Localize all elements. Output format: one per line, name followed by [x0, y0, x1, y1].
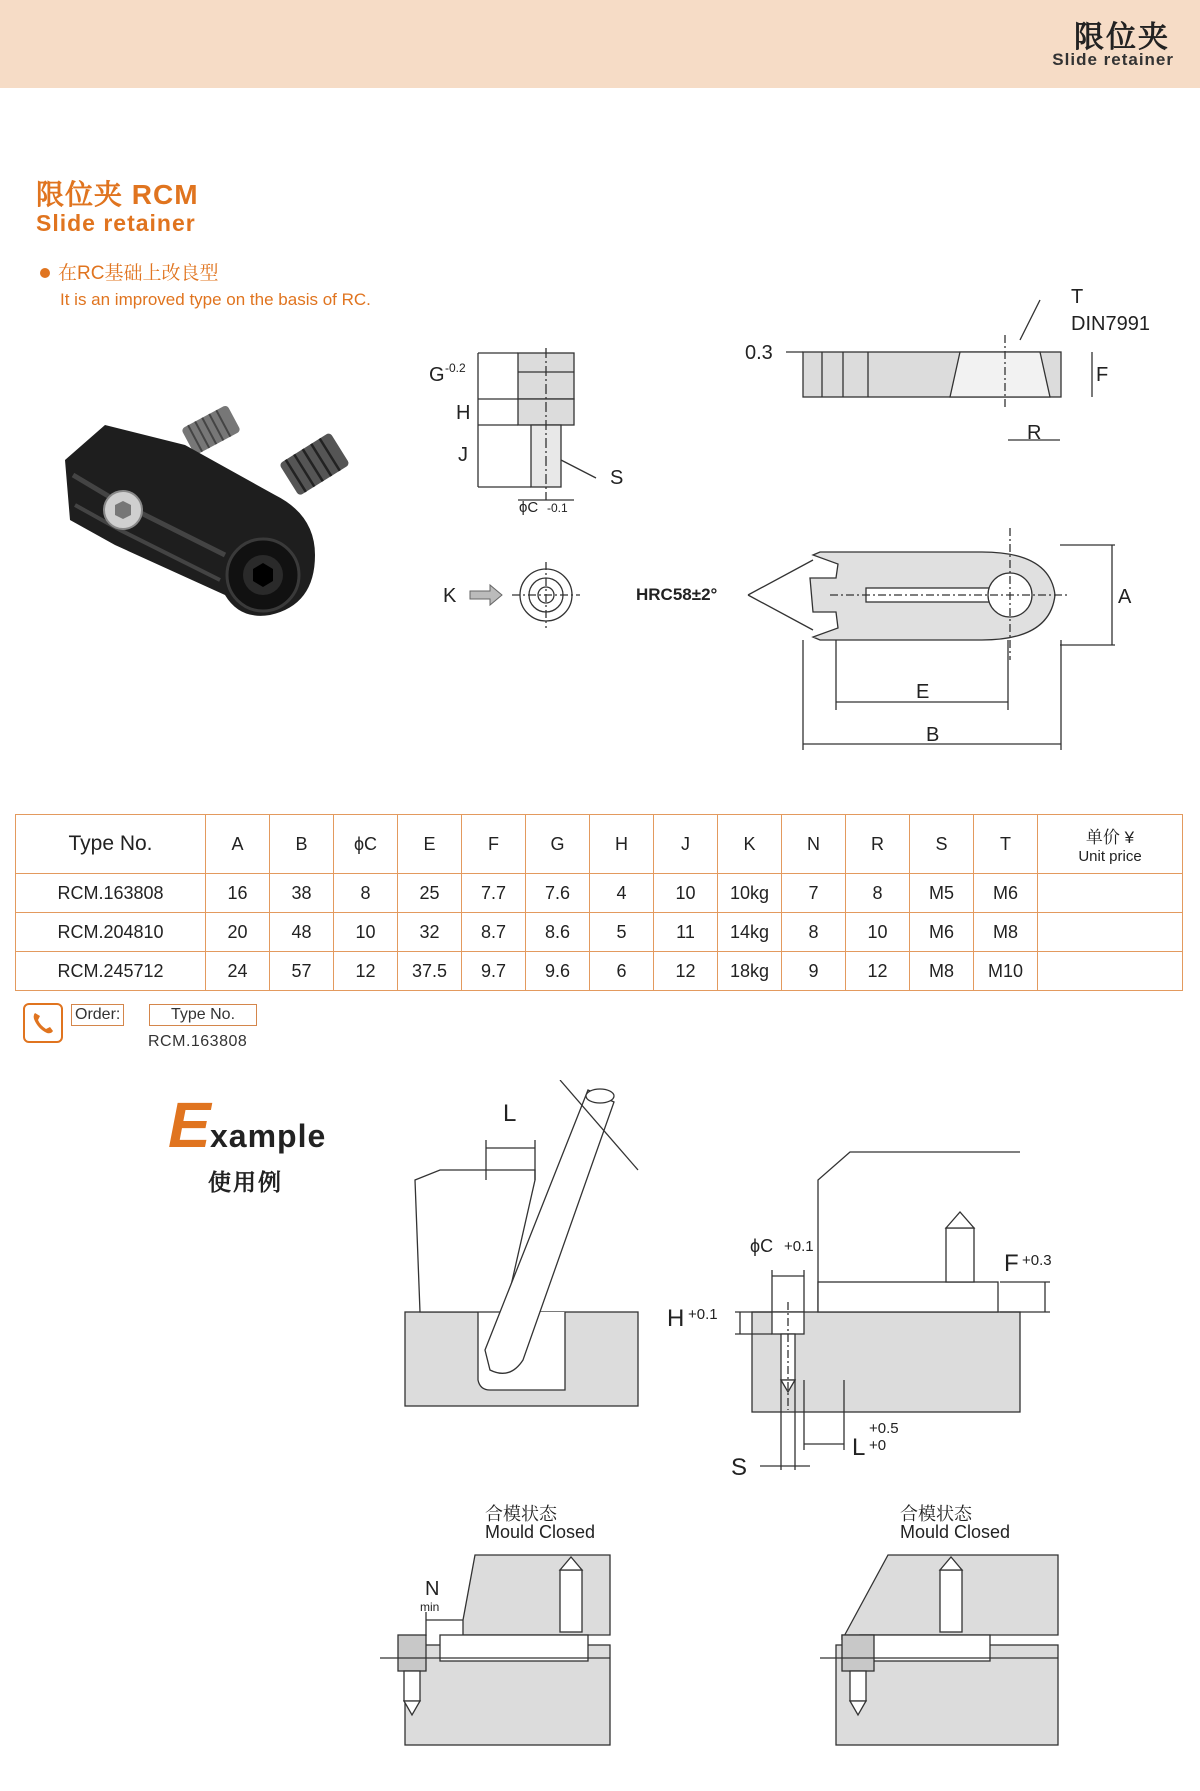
cell: 12	[334, 952, 398, 991]
cell-price	[1038, 913, 1183, 952]
cell-price	[1038, 874, 1183, 913]
example-title-initial: E	[168, 1089, 211, 1161]
cell: 8	[782, 913, 846, 952]
cell: 10	[654, 874, 718, 913]
cell: 48	[270, 913, 334, 952]
label-k: K	[443, 585, 457, 607]
label-hrc: HRC58±2°	[636, 585, 718, 604]
ex-label-h-tol: +0.1	[688, 1306, 718, 1323]
ex-label-n-min: min	[420, 1600, 440, 1614]
mould-closed-en-1: Mould Closed	[485, 1522, 596, 1542]
col-header-price	[1038, 815, 1183, 874]
table-row	[16, 913, 1183, 952]
label-t: T	[1071, 286, 1084, 308]
ex-label-l2: L	[852, 1434, 866, 1461]
cell: 7.7	[462, 874, 526, 913]
label-g: G	[429, 364, 445, 386]
cell: 5	[590, 913, 654, 952]
cell: 12	[846, 952, 910, 991]
cell: 38	[270, 874, 334, 913]
label-f: F	[1096, 364, 1109, 386]
cell-type: RCM.163808	[16, 874, 206, 913]
ex-label-h: H	[667, 1305, 685, 1332]
cell: 57	[270, 952, 334, 991]
cell: M6	[910, 913, 974, 952]
cell: 10kg	[718, 874, 782, 913]
header-title: 限位夹	[1074, 21, 1170, 54]
ex-label-n: N	[425, 1578, 440, 1600]
cell: M8	[910, 952, 974, 991]
cell: 9.6	[526, 952, 590, 991]
cell: 12	[654, 952, 718, 991]
label-e: E	[916, 681, 930, 703]
cell: 6	[590, 952, 654, 991]
cell: 11	[654, 913, 718, 952]
col-header: B	[270, 815, 334, 874]
cell: M8	[974, 913, 1038, 952]
ex-label-f: F	[1004, 1250, 1019, 1277]
ex-label-c: ϕC	[750, 1236, 774, 1256]
cell-type: RCM.245712	[16, 952, 206, 991]
cell: 16	[206, 874, 270, 913]
cell: 25	[398, 874, 462, 913]
cell: 32	[398, 913, 462, 952]
cell: 8.6	[526, 913, 590, 952]
label-din: DIN7991	[1071, 313, 1150, 335]
ex-label-s: S	[731, 1454, 748, 1481]
k-arrow-icon	[470, 585, 502, 605]
technical-drawing	[0, 0, 1200, 780]
label-r: R	[1027, 422, 1042, 444]
example-title-cn: 使用例	[208, 1169, 283, 1195]
col-header: R	[846, 815, 910, 874]
cell: 9	[782, 952, 846, 991]
order-label: Order:	[71, 1004, 124, 1026]
label-g-tol: -0.2	[445, 361, 466, 375]
label-c-tol: -0.1	[547, 501, 568, 515]
ex-label-l: L	[503, 1100, 517, 1127]
cell: 7	[782, 874, 846, 913]
ex-label-l-tol-lower: +0	[869, 1437, 887, 1454]
label-s: S	[610, 467, 624, 489]
table-row	[16, 952, 1183, 991]
cell: 37.5	[398, 952, 462, 991]
cell: 18kg	[718, 952, 782, 991]
col-header: F	[462, 815, 526, 874]
mould-closed-en-2: Mould Closed	[900, 1522, 1011, 1542]
feature-cn-text: 在RC基础上改良型	[58, 263, 219, 284]
cell: M10	[974, 952, 1038, 991]
label-j: J	[458, 444, 468, 466]
cell: 14kg	[718, 913, 782, 952]
cell-type: RCM.204810	[16, 913, 206, 952]
cell: 7.6	[526, 874, 590, 913]
order-type-label: Type No.	[149, 1004, 257, 1026]
order-example: RCM.163808	[148, 1033, 248, 1050]
ex-label-f-tol: +0.3	[1022, 1252, 1052, 1269]
col-header: E	[398, 815, 462, 874]
price-header-cn: 单价 ¥	[1085, 828, 1135, 847]
header-subtitle: Slide retainer	[1052, 50, 1174, 69]
col-header: H	[590, 815, 654, 874]
label-gap: 0.3	[745, 342, 773, 364]
col-header: J	[654, 815, 718, 874]
cell: 4	[590, 874, 654, 913]
ex-label-c-tol: +0.1	[784, 1238, 814, 1255]
cell: M6	[974, 874, 1038, 913]
phone-icon	[23, 1003, 63, 1043]
col-header: Type No.	[16, 815, 206, 874]
cell-price	[1038, 952, 1183, 991]
table-row	[16, 874, 1183, 913]
example-title: xample	[210, 1118, 327, 1154]
label-c: ϕC	[519, 499, 539, 516]
cell: M5	[910, 874, 974, 913]
cell: 10	[846, 913, 910, 952]
ex-label-l-tol-upper: +0.5	[869, 1420, 899, 1437]
col-header: A	[206, 815, 270, 874]
cell: 8.7	[462, 913, 526, 952]
mould-closed-cn-2: 合模状态	[900, 1504, 972, 1524]
label-h: H	[456, 402, 471, 424]
cell: 24	[206, 952, 270, 991]
table-header-row	[16, 815, 1183, 874]
example-drawing	[0, 1080, 1200, 1791]
cell: 10	[334, 913, 398, 952]
product-title-cn: 限位夹 RCM	[36, 179, 199, 210]
spec-table	[15, 814, 1183, 991]
label-b: B	[926, 724, 940, 746]
col-header: ϕC	[334, 815, 398, 874]
label-a: A	[1118, 586, 1132, 608]
feature-en: It is an improved type on the basis of RC.	[60, 290, 371, 309]
col-header: K	[718, 815, 782, 874]
cell: 8	[846, 874, 910, 913]
cell: 20	[206, 913, 270, 952]
col-header: G	[526, 815, 590, 874]
mould-closed-cn-1: 合模状态	[485, 1504, 557, 1524]
col-header: N	[782, 815, 846, 874]
product-title-en: Slide retainer	[36, 210, 196, 236]
price-header-en: Unit price	[1078, 848, 1142, 865]
col-header: S	[910, 815, 974, 874]
cell: 8	[334, 874, 398, 913]
cell: 9.7	[462, 952, 526, 991]
col-header: T	[974, 815, 1038, 874]
